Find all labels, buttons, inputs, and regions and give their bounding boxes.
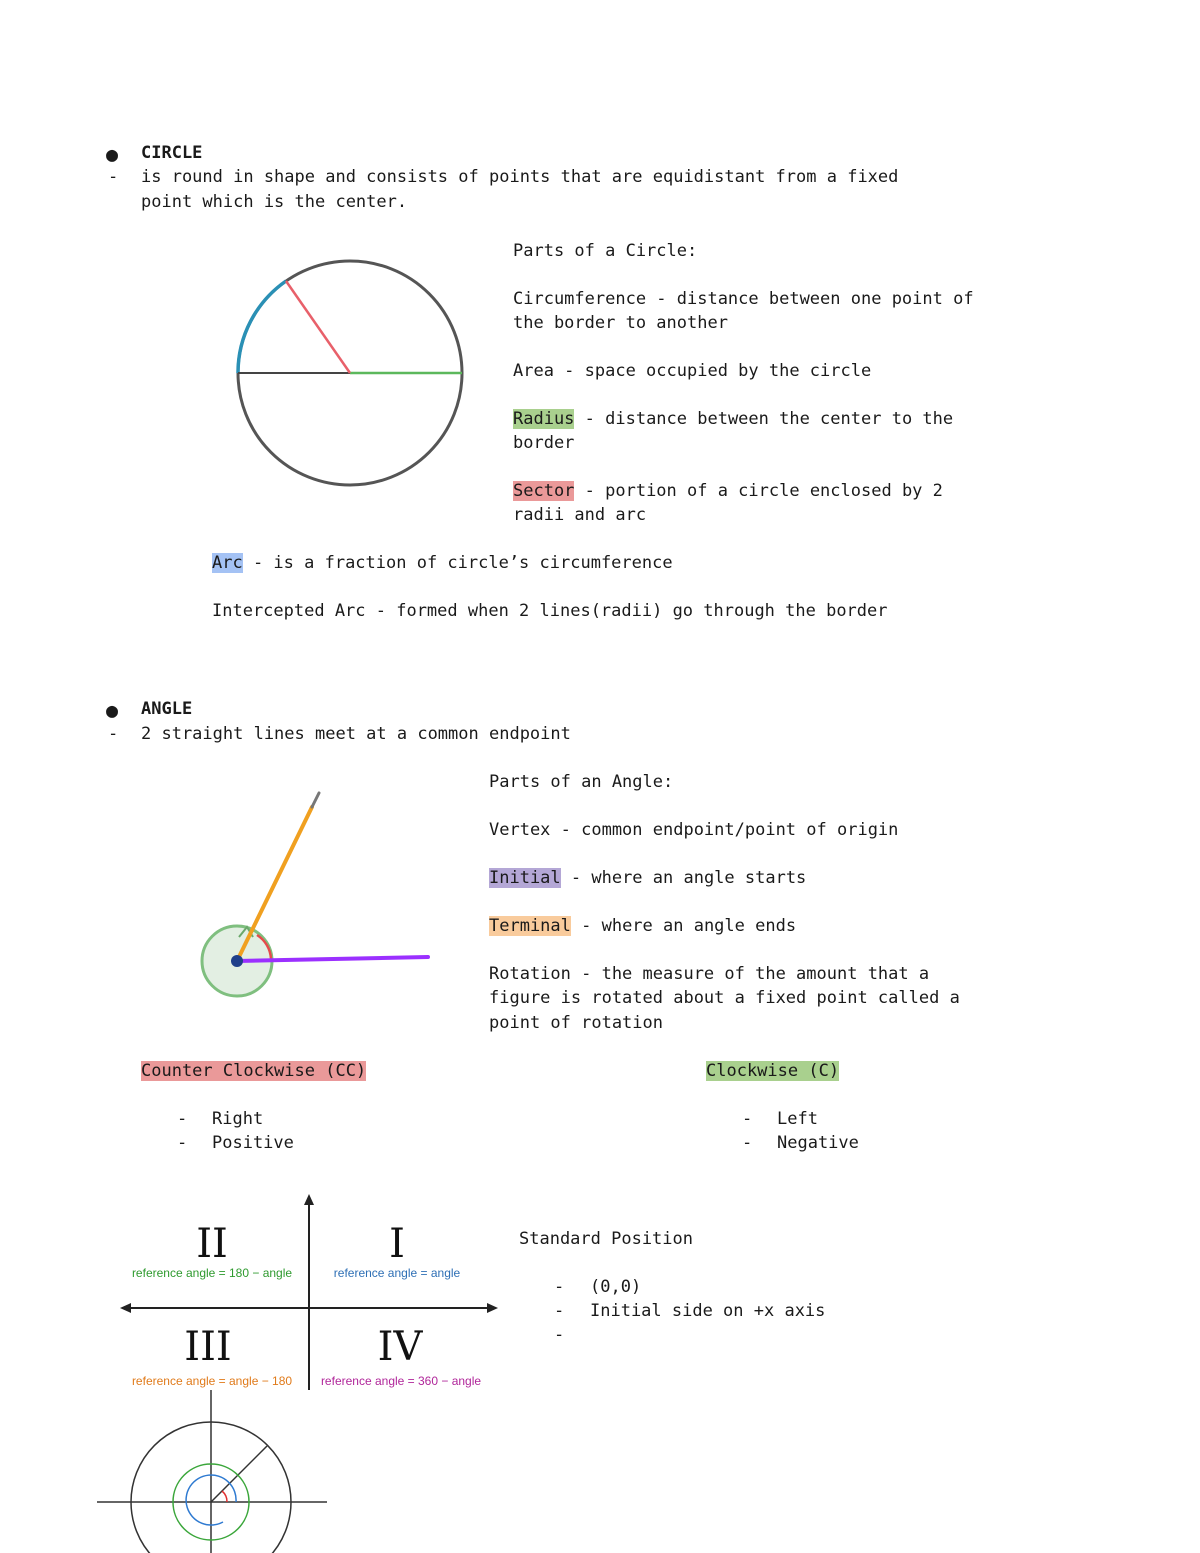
radius-definition: [513, 409, 953, 429]
cw-label: Clockwise (C): [706, 1061, 840, 1081]
circle-desc-line1: is round in shape and consists of points that are equidistant from a fixed: [141, 167, 899, 187]
terminal-definition: [489, 916, 796, 936]
circle-parts-heading: Parts of a Circle:: [513, 241, 698, 261]
ccw-item-right: Right: [212, 1109, 264, 1129]
radius-rest: - distance between the center to the: [574, 409, 954, 429]
terminal-term: Terminal: [489, 916, 571, 936]
red-rotation-arc: [222, 1491, 227, 1502]
circle-arc-highlight: [238, 281, 286, 373]
circle-diagram: [230, 255, 470, 495]
quadrant-4-ref: reference angle = 360 − angle: [320, 1374, 482, 1388]
intercepted-arc-definition: Intercepted Arc - formed when 2 lines(radii) go through the border: [212, 601, 888, 621]
circumference-line1: Circumference - distance between one point of: [513, 289, 974, 309]
arc-term: Arc: [212, 553, 243, 573]
quadrant-2-ref: reference angle = 180 − angle: [131, 1266, 293, 1280]
y-axis-up-arrow: [304, 1194, 314, 1205]
rotation-diagram: [95, 1390, 330, 1553]
area-definition: Area - space occupied by the circle: [513, 361, 872, 381]
rotation-line2: figure is rotated about a fixed point called a: [489, 988, 960, 1008]
ccw-dash-1: -: [177, 1109, 188, 1129]
circle-title: CIRCLE: [141, 143, 203, 163]
terminal-ray: [211, 1446, 267, 1502]
quadrant-4-label: IV: [377, 1324, 423, 1370]
ccw-dash-2: -: [177, 1133, 188, 1153]
cw-item-negative: Negative: [777, 1133, 859, 1153]
angle-parts-heading: Parts of an Angle:: [489, 772, 674, 792]
sector-definition: [513, 481, 943, 501]
vertex-dot: [231, 955, 243, 967]
quadrant-diagram: [118, 1190, 503, 1395]
angle-desc: 2 straight lines meet at a common endpoint: [141, 724, 571, 744]
cw-dash-1: -: [742, 1109, 753, 1129]
circle-desc-line2: point which is the center.: [141, 192, 408, 212]
sector-term: Sector: [513, 481, 575, 501]
terminal-side-tip: [312, 793, 319, 807]
sector-line2: radii and arc: [513, 505, 647, 525]
cw-item-left: Left: [777, 1109, 818, 1129]
radius-term: Radius: [513, 409, 575, 429]
angle-title: ANGLE: [141, 699, 193, 719]
angle-dash: -: [108, 724, 119, 744]
ccw-item-positive: Positive: [212, 1133, 294, 1153]
quadrant-1-label: I: [389, 1221, 405, 1267]
sp-dash-2: -: [554, 1301, 565, 1321]
circumference-line2: the border to another: [513, 313, 728, 333]
vertex-definition: Vertex - common endpoint/point of origin: [489, 820, 899, 840]
terminal-rest: - where an angle ends: [570, 916, 797, 936]
arc-definition: [212, 553, 673, 573]
radius-line2: border: [513, 433, 575, 453]
sp-dash-3: -: [554, 1325, 565, 1345]
sp-item-origin: (0,0): [590, 1277, 642, 1297]
rotation-line1: Rotation - the measure of the amount that a: [489, 964, 930, 984]
quadrant-1-ref: reference angle = angle: [333, 1266, 461, 1280]
rotation-line3: point of rotation: [489, 1013, 663, 1033]
sp-dash-1: -: [554, 1277, 565, 1297]
ccw-label: Counter Clockwise (CC): [141, 1061, 367, 1081]
circle-sector-radius: [286, 281, 350, 373]
angle-diagram: [195, 785, 440, 1005]
sector-rest: - portion of a circle enclosed by 2: [574, 481, 943, 501]
angle-bullet: ●: [106, 698, 119, 722]
cw-dash-2: -: [742, 1133, 753, 1153]
sp-item-initial-side: Initial side on +x axis: [590, 1301, 826, 1321]
quadrant-3-ref: reference angle = angle − 180: [131, 1374, 293, 1388]
terminal-side-line: [237, 807, 312, 961]
initial-term: Initial: [489, 868, 561, 888]
x-axis-right-arrow: [487, 1303, 498, 1313]
quadrant-3-label: III: [184, 1324, 232, 1370]
circle-dash: -: [108, 167, 119, 187]
quadrant-2-label: II: [196, 1221, 228, 1267]
circle-bullet: ●: [106, 142, 119, 166]
arc-rest: - is a fraction of circle’s circumference: [242, 553, 673, 573]
initial-rest: - where an angle starts: [560, 868, 807, 888]
standard-position-heading: Standard Position: [519, 1229, 693, 1249]
x-axis-left-arrow: [120, 1303, 131, 1313]
initial-definition: [489, 868, 806, 888]
